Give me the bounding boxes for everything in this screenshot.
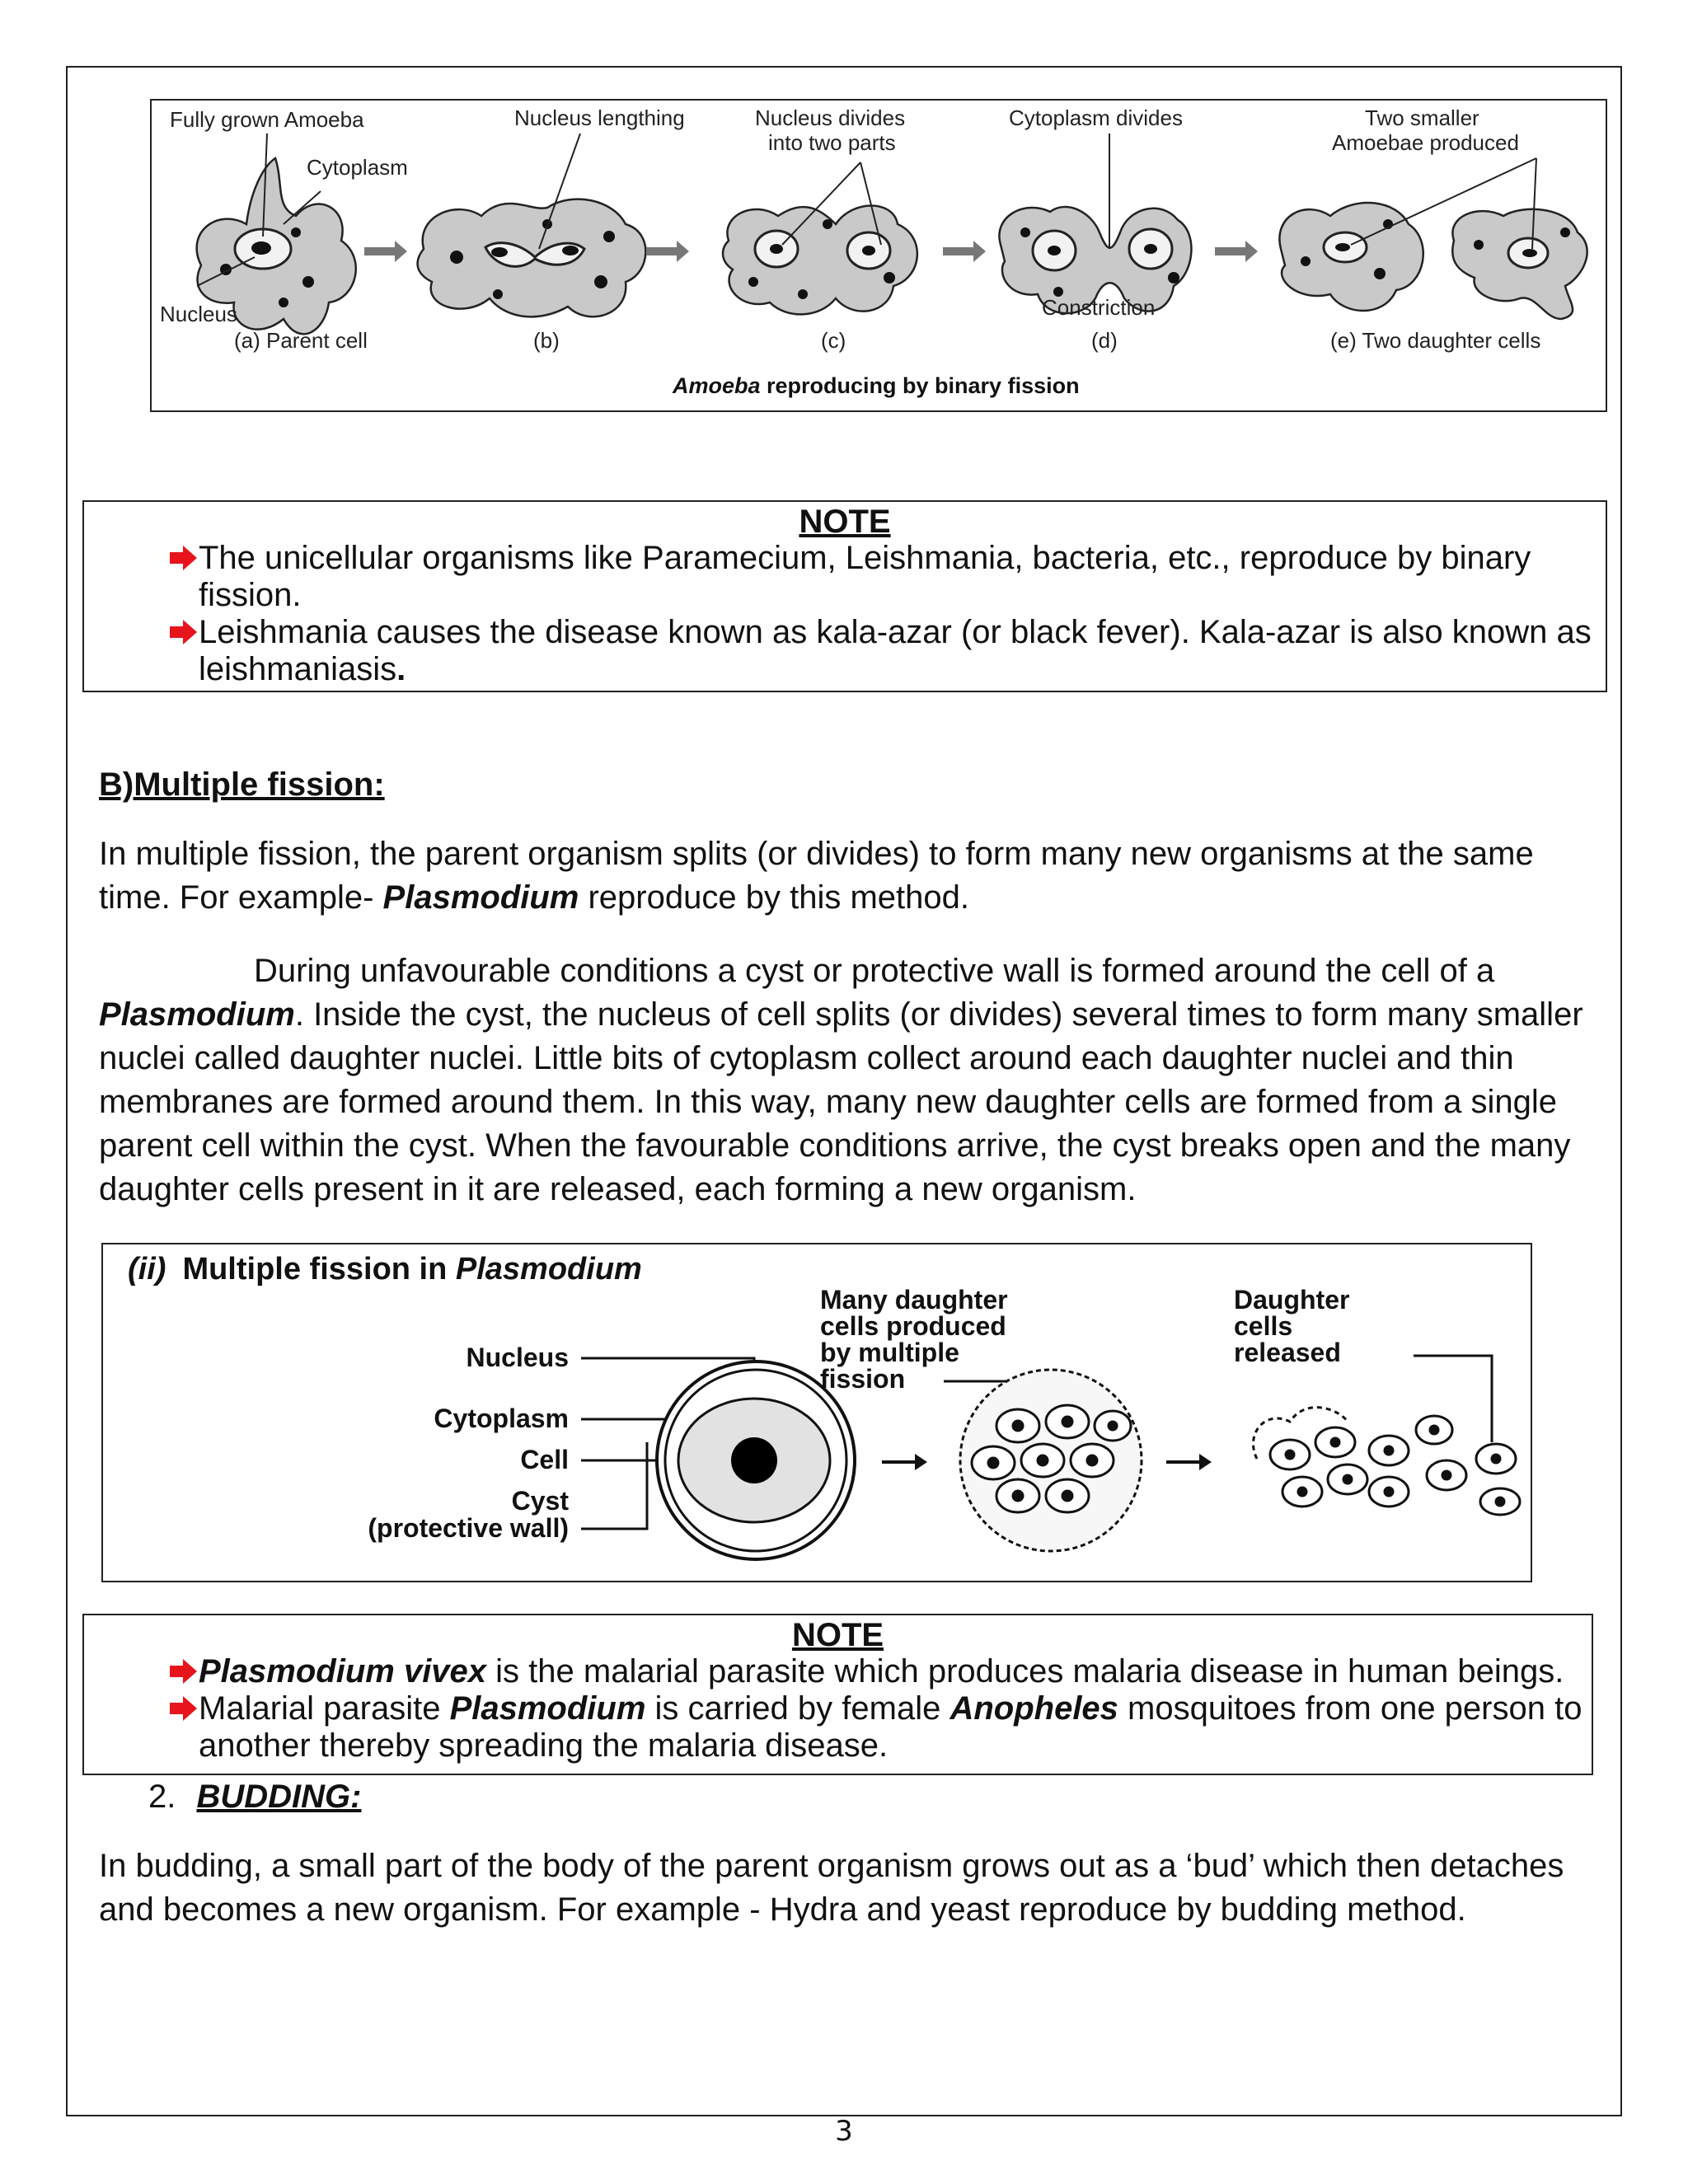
list-item: Plasmodium vivex is the malarial parasite which produces malaria disease in human beings. <box>84 1653 1592 1690</box>
plasmodium-multiple-fission-figure <box>101 1243 1532 1582</box>
heading-multiple-fission: B)Multiple fission: <box>99 766 385 803</box>
label-released-3: released <box>1234 1338 1341 1367</box>
figure1-caption: Amoeba reproducing by binary fission <box>673 373 1080 398</box>
list-item: Leishmania causes the disease known as kala-azar (or black fever). Kala-azar is also known as leishmaniasis. <box>84 614 1606 688</box>
label-many-daughter-2: cells produced <box>820 1311 1006 1341</box>
note-title: NOTE <box>791 1617 884 1653</box>
budding-title: BUDDING: <box>196 1779 362 1815</box>
paragraph-multiple-fission-detail: During unfavourable conditions a cyst or protective wall is formed around the cell of a Plasmodium. Inside the cyst, the nucleus of cell splits (or divides) several times to form many smaller nuclei called daughter nuclei. Little bits of cytoplasm collect around each daughter nuclei and thin membranes are formed around them. In this way, many new daughter cells are formed from a single parent cell within the cyst. When the favourable conditions arrive, the cyst breaks open and the many daughter cells present in it are released, each forming a new organism. <box>99 953 1583 1207</box>
list-item: The unicellular organisms like Paramecium, Leishmania, bacteria, etc., reproduce by binary fission. <box>84 540 1606 614</box>
label-released-1: Daughter <box>1234 1285 1350 1315</box>
label-cyst: Cyst <box>511 1486 569 1516</box>
stage-label-d: (d) <box>1091 328 1118 353</box>
label-cytoplasm: Cytoplasm <box>434 1404 569 1433</box>
note-title: NOTE <box>799 504 891 540</box>
label-protective-wall: (protective wall) <box>368 1513 569 1543</box>
paragraph-multiple-fission-intro: In multiple fission, the parent organism splits (or divides) to form many new organisms at the same time. For example- Plasmodium reproduce by this method. <box>99 836 1534 916</box>
note-list <box>84 540 1606 688</box>
red-arrow-icon <box>170 1657 198 1685</box>
daughter-cells-in-cyst <box>960 1370 1142 1551</box>
label-nucleus-divides-1: Nucleus divides <box>755 105 906 130</box>
stage-label-b: (b) <box>533 328 560 353</box>
label-released-2: cells <box>1234 1311 1293 1341</box>
label-nucleus-lengthing: Nucleus lengthing <box>514 105 685 130</box>
label-cytoplasm-divides: Cytoplasm divides <box>1009 105 1183 130</box>
label-many-daughter-1: Many daughter <box>820 1285 1008 1315</box>
label-many-daughter-3: by multiple <box>820 1338 959 1367</box>
figure2-title: (ii) Multiple fission in Plasmodium <box>128 1252 642 1286</box>
list-item: Malarial parasite Plasmodium is carried by female Anopheles mosquitoes from one person to another thereby spreading the malaria disease. <box>84 1690 1592 1765</box>
label-cytoplasm: Cytoplasm <box>307 155 408 180</box>
amoeba-stage-c <box>723 206 917 315</box>
paragraph-budding: In budding, a small part of the body of the parent organism grows out as a ‘bud’ which then detaches and becomes a new organism. For example - Hydra and yeast reproduce by budding method. <box>99 1848 1564 1928</box>
label-nucleus: Nucleus <box>160 302 237 326</box>
stage-label-c: (c) <box>821 328 846 353</box>
amoeba-binary-fission-figure <box>150 99 1607 412</box>
heading-budding <box>148 1779 361 1816</box>
label-many-daughter-4: fission <box>820 1364 906 1394</box>
stage-label-a: (a) Parent cell <box>234 328 368 353</box>
red-arrow-icon <box>170 544 198 572</box>
stage-label-e: (e) Two daughter cells <box>1330 328 1541 353</box>
red-arrow-icon <box>170 618 198 646</box>
label-cell: Cell <box>520 1445 569 1474</box>
label-constriction: Constriction <box>1042 295 1156 320</box>
page-number: 3 <box>835 2115 853 2148</box>
label-two-smaller-1: Two smaller <box>1365 105 1479 130</box>
red-arrow-icon <box>170 1694 198 1722</box>
note-list <box>84 1653 1592 1765</box>
note-box-binary-fission <box>82 500 1607 692</box>
label-nucleus: Nucleus <box>466 1343 569 1372</box>
amoeba-stage-b <box>418 199 646 317</box>
label-fully-grown-amoeba: Fully grown Amoeba <box>170 107 364 132</box>
label-two-smaller-2: Amoebae produced <box>1332 130 1519 155</box>
label-nucleus-divides-2: into two parts <box>768 130 896 155</box>
plasmodium-cyst <box>657 1361 855 1559</box>
note-box-plasmodium <box>82 1614 1593 1775</box>
budding-number: 2. <box>148 1779 176 1815</box>
